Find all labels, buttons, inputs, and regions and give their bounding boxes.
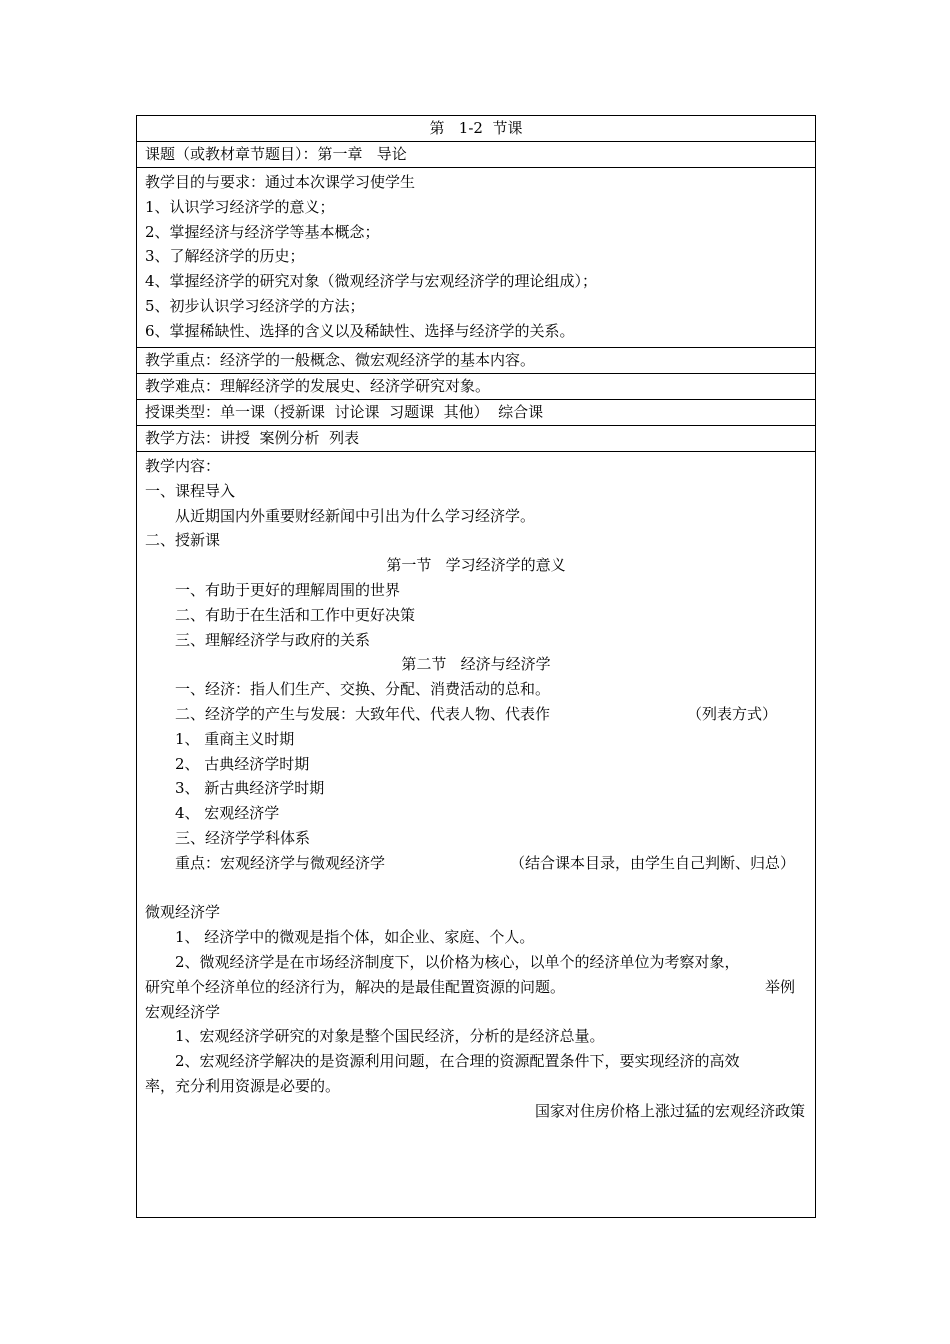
list-item-with-note (145, 702, 807, 727)
subsection-title: 第一节 学习经济学的意义 (386, 556, 566, 575)
blank-line (145, 876, 807, 901)
goals-intro: 教学目的与要求：通过本次课学习使学生 (145, 173, 416, 191)
content-heading: 教学内容： (145, 457, 221, 475)
goal-item: 3、了解经济学的历史； (145, 247, 305, 266)
topic-row (137, 142, 815, 168)
period-item: 3、 新古典经济学时期 (175, 779, 325, 798)
focus-text: 重点：宏观经济学与微观经济学 (175, 853, 386, 872)
key-point-row (137, 348, 815, 374)
list-item: 三、理解经济学与政府的关系 (175, 630, 371, 649)
goal-item: 2、掌握经济与经济学等基本概念； (145, 222, 380, 241)
key-point-text: 教学重点：经济学的一般概念、微宏观经济学的基本内容。 (145, 351, 536, 369)
macro-title: 宏观经济学 (145, 1002, 221, 1021)
macro-point: 1、宏观经济学研究的对象是整个国民经济，分析的是经济总量。 (175, 1027, 605, 1046)
difficulty-row (137, 374, 815, 400)
lesson-number-row (137, 116, 815, 142)
lesson-number-title: 第 1-2 节课 (429, 119, 523, 137)
macro-point-continued: 率，充分利用资源是必要的。 (145, 1076, 341, 1095)
goal-item: 5、初步认识学习经济学的方法； (145, 296, 365, 315)
lesson-type-text: 授课类型：单一课（授新课 讨论课 习题课 其他） 综合课 (145, 403, 544, 421)
difficulty-text: 教学难点：理解经济学的发展史、经济学研究对象。 (145, 377, 491, 395)
list-item-note: （列表方式） (686, 704, 777, 723)
method-text: 教学方法：讲授 案例分析 列表 (145, 429, 360, 447)
section-title: 一、课程导入 (145, 481, 236, 500)
goal-item: 1、认识学习经济学的意义； (145, 197, 335, 216)
example-note: 举例 (764, 977, 795, 996)
method-row (137, 426, 815, 452)
content-row (137, 452, 815, 1219)
section-title: 二、授新课 (145, 531, 221, 550)
goal-item: 4、掌握经济学的研究对象（微观经济学与宏观经济学的理论组成）； (145, 272, 598, 291)
micro-point: 1、 经济学中的微观是指个体，如企业、家庭、个人。 (175, 928, 535, 947)
focus-note: （结合课本目录，由学生自己判断、归总） (509, 853, 795, 872)
list-item-text: 二、经济学的产生与发展：大致年代、代表人物、代表作 (175, 704, 551, 723)
period-item: 2、 古典经济学时期 (175, 754, 310, 773)
list-item: 三、经济学学科体系 (175, 828, 311, 847)
list-item: 一、经济：指人们生产、交换、分配、消费活动的总和。 (175, 680, 551, 699)
lesson-plan-table (136, 115, 816, 1218)
example-text: 国家对住房价格上涨过猛的宏观经济政策 (534, 1101, 805, 1120)
lesson-type-row (137, 400, 815, 426)
goal-item: 6、掌握稀缺性、选择的含义以及稀缺性、选择与经济学的关系。 (145, 321, 575, 340)
intro-text: 从近期国内外重要财经新闻中引出为什么学习经济学。 (175, 506, 536, 525)
list-item: 二、有助于在生活和工作中更好决策 (175, 605, 416, 624)
goals-row (137, 168, 815, 348)
list-item: 一、有助于更好的理解周围的世界 (175, 580, 401, 599)
focus-line (145, 851, 807, 876)
period-item: 1、 重商主义时期 (175, 729, 295, 748)
macro-point: 2、宏观经济学解决的是资源利用问题，在合理的资源配置条件下，要实现经济的高效 (175, 1052, 740, 1071)
period-item: 4、 宏观经济学 (175, 804, 280, 823)
micro-point: 2、微观经济学是在市场经济制度下，以价格为核心，以单个的经济单位为考察对象， (175, 952, 740, 971)
topic-text: 课题（或教材章节题目）：第一章 导论 (145, 145, 407, 163)
subsection-title: 第二节 经济与经济学 (401, 655, 551, 674)
micro-title: 微观经济学 (145, 903, 221, 922)
micro-point-text: 研究单个经济单位的经济行为，解决的是最佳配置资源的问题。 (145, 977, 566, 996)
micro-point-continued (145, 975, 807, 1000)
